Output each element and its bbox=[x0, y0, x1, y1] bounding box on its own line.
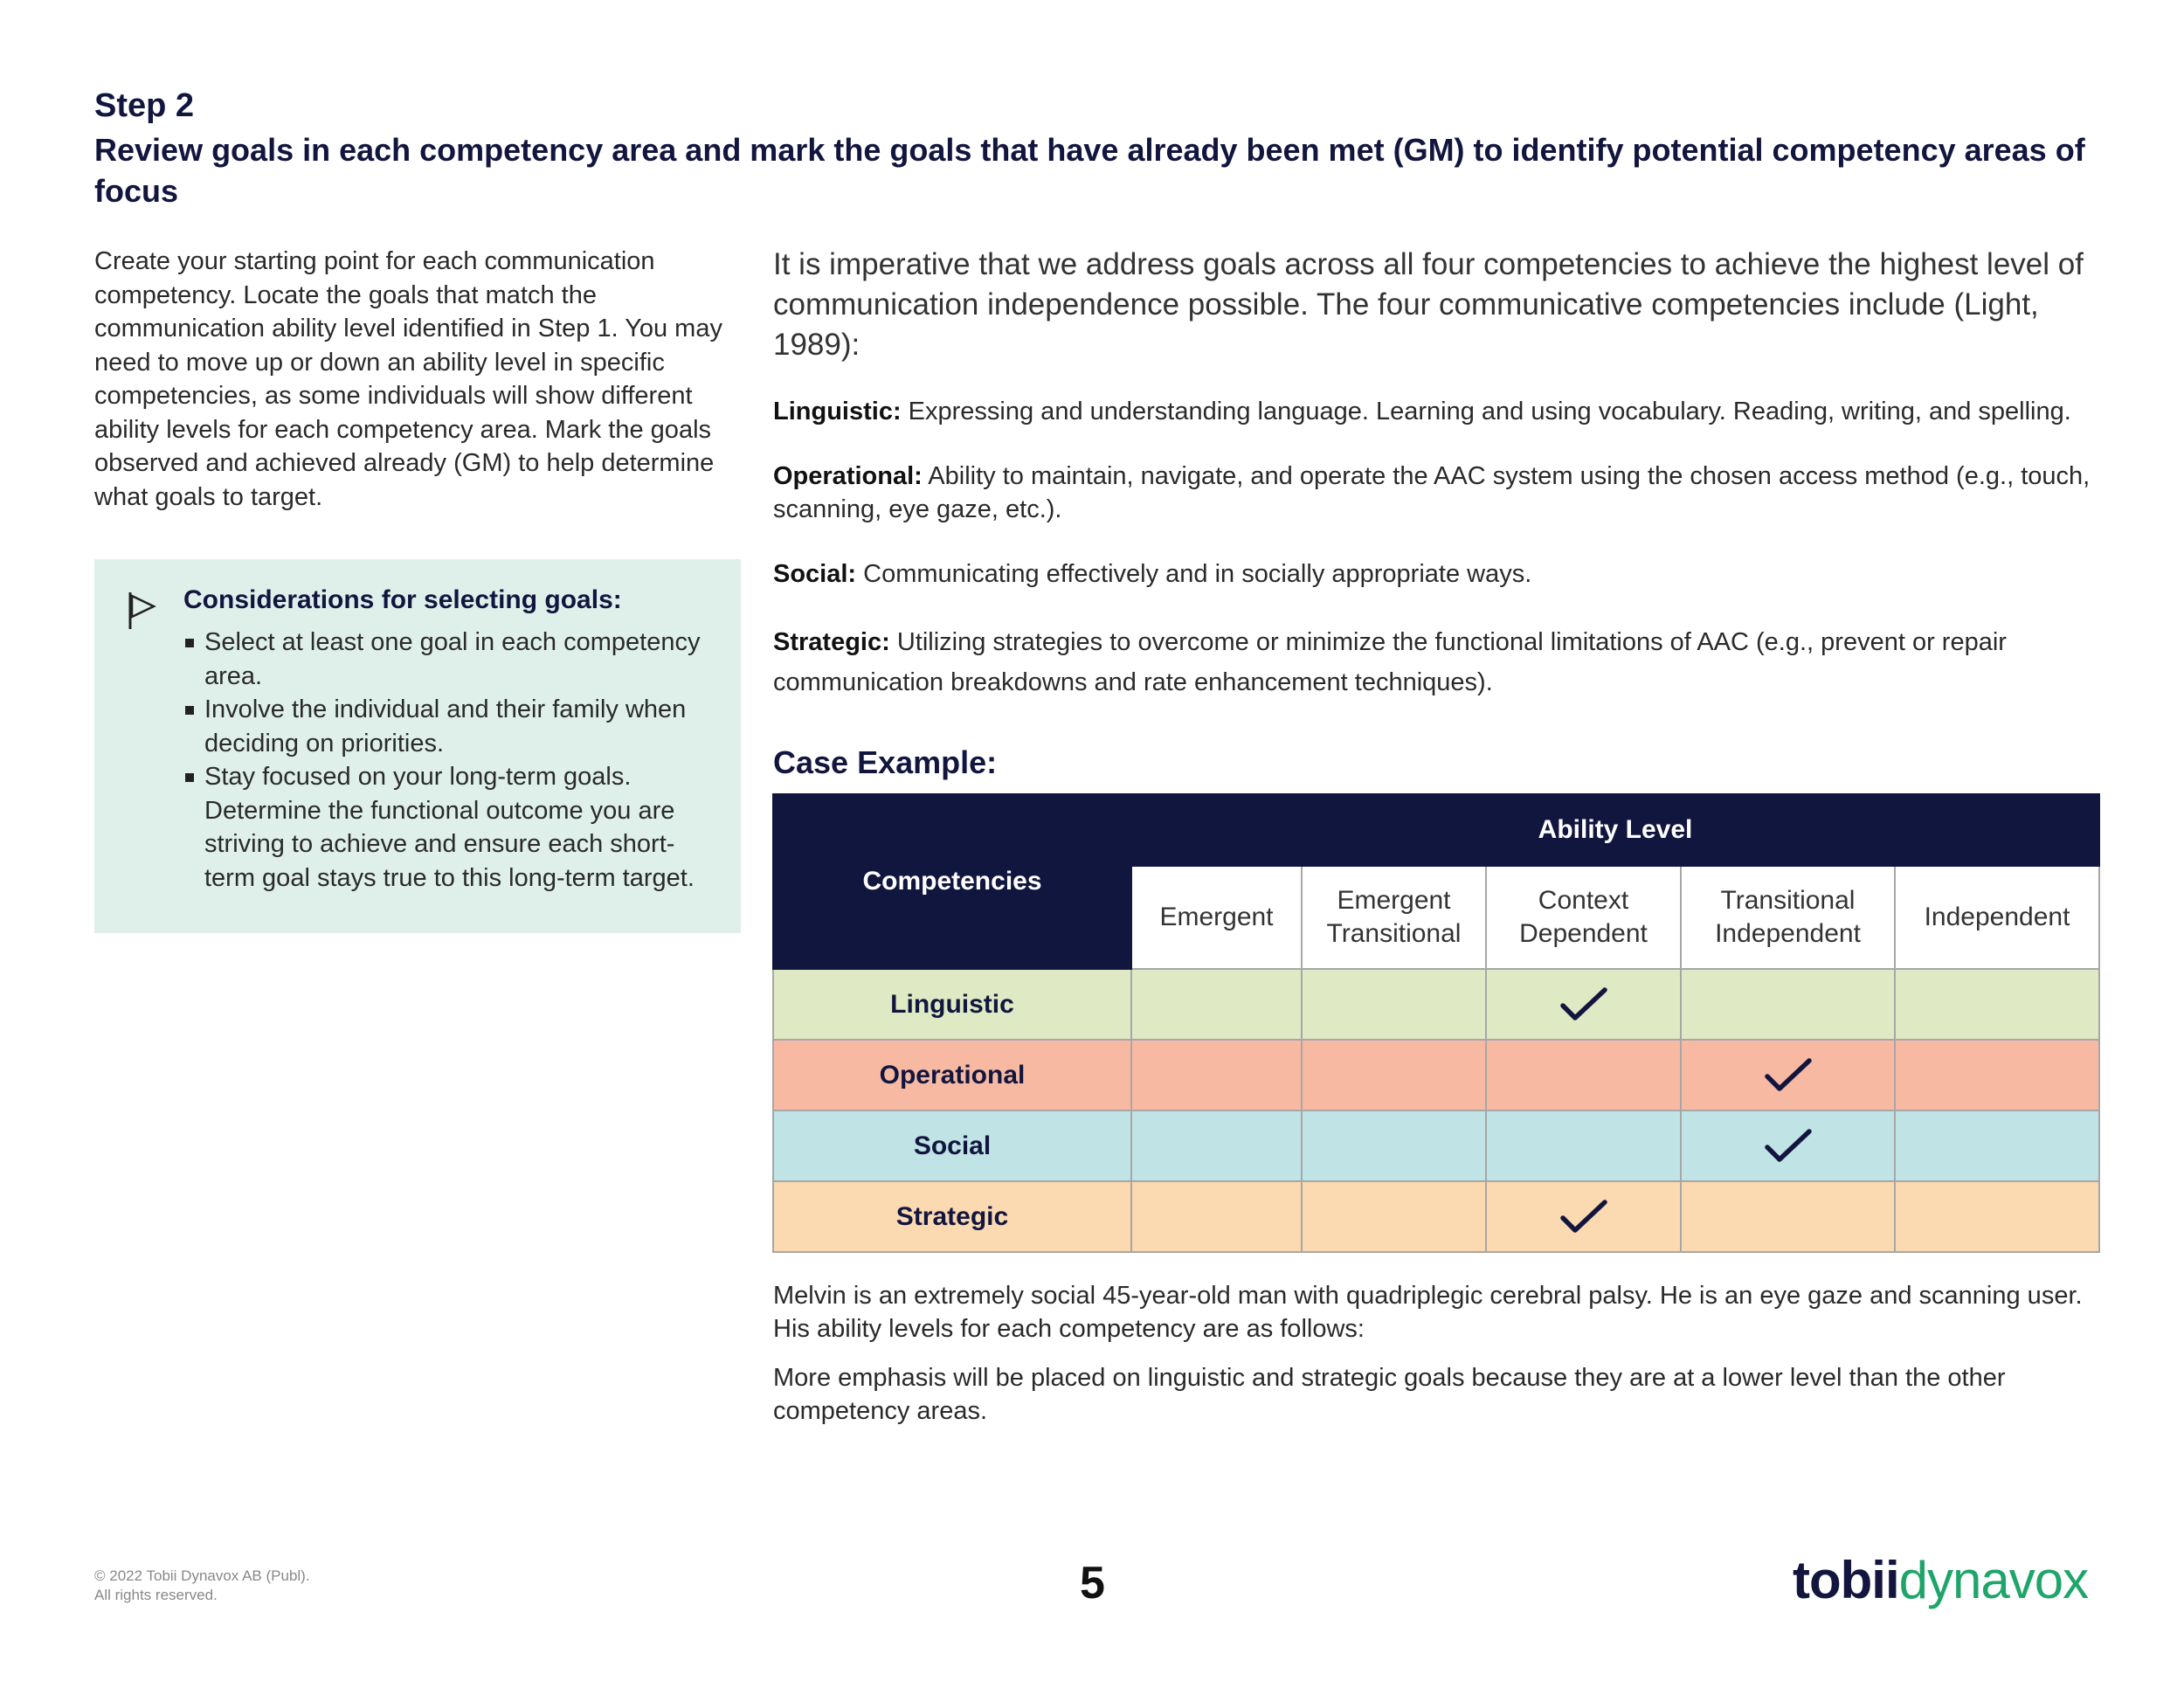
competency-term: Social: bbox=[773, 560, 857, 588]
step-label: Step 2 bbox=[94, 87, 195, 124]
ability-cell bbox=[1131, 1181, 1302, 1252]
checkmark-icon bbox=[1559, 986, 1608, 1023]
ability-cell bbox=[1895, 1110, 2099, 1181]
competency-term: Linguistic: bbox=[773, 398, 902, 425]
ability-level-header: Ability Level bbox=[1131, 794, 2099, 866]
level-header-emergent-transitional: Emergent Transitional bbox=[1302, 866, 1486, 969]
logo-dynavox: dynavox bbox=[1898, 1551, 2089, 1609]
ability-cell bbox=[1486, 969, 1681, 1040]
ability-cell bbox=[1486, 1040, 1681, 1110]
competency-row-linguistic bbox=[773, 969, 2099, 1040]
callout-item: Select at least one goal in each competency area. bbox=[183, 626, 725, 693]
competency-term: Operational: bbox=[773, 462, 923, 490]
logo-tobii: tobii bbox=[1793, 1551, 1899, 1609]
page-number: 5 bbox=[1080, 1558, 1105, 1608]
ability-cell bbox=[1895, 1040, 2099, 1110]
case-example-title: Case Example: bbox=[773, 744, 998, 780]
competencies-header: Competencies bbox=[773, 794, 1131, 969]
considerations-callout bbox=[94, 559, 741, 933]
copyright: © 2022 Tobii Dynavox AB (Publ). All rights reserved. bbox=[94, 1567, 310, 1603]
callout-item: Stay focused on your long-term goals. Determine the functional outcome you are striving to achieve and ensure each short-term goal stays true to this long-term target. bbox=[183, 760, 725, 895]
case-description: Melvin is an extremely social 45-year-old man with quadriplegic cerebral palsy. He is an eye gaze and scanning user. His ability levels for each competency are as follows: bbox=[773, 1282, 2083, 1343]
page-subtitle: Review goals in each competency area and mark the goals that have already been met (GM) to identify potential competency areas of focus bbox=[94, 132, 2085, 209]
ability-cell bbox=[1681, 1181, 1895, 1252]
ability-cell bbox=[1681, 969, 1895, 1040]
tobii-dynavox-logo bbox=[1793, 1550, 2088, 1610]
competency-linguistic bbox=[773, 395, 2101, 428]
competency-term: Strategic: bbox=[773, 628, 890, 656]
callout-item: Involve the individual and their family when deciding on priorities. bbox=[183, 693, 725, 760]
ability-cell bbox=[1486, 1181, 1681, 1252]
level-header-independent: Independent bbox=[1895, 866, 2099, 969]
left-intro-paragraph: Create your starting point for each communication competency. Locate the goals that match the communication ability level identified in Step 1. You may need to move up or down an ability level in specific competencies, as some individuals will show different ability levels for each competency area. Mark the goals observed and achieved already (GM) to help determine what goals to target. bbox=[94, 247, 722, 511]
competency-social bbox=[773, 557, 2101, 591]
checkmark-icon bbox=[1764, 1057, 1813, 1094]
ability-cell bbox=[1681, 1040, 1895, 1110]
ability-cell bbox=[1131, 1110, 1302, 1181]
competency-desc: Utilizing strategies to overcome or minimize the functional limitations of AAC (e.g., prevent or repair communication breakdowns and rate enhancement techniques). bbox=[773, 628, 2007, 696]
competency-desc: Communicating effectively and in socially appropriate ways. bbox=[863, 560, 1532, 588]
ability-cell bbox=[1302, 969, 1486, 1040]
flag-icon bbox=[128, 591, 157, 631]
competency-strategic bbox=[773, 622, 2101, 702]
row-label: Social bbox=[773, 1110, 1131, 1181]
competency-operational bbox=[773, 460, 2101, 526]
checkmark-icon bbox=[1559, 1199, 1608, 1235]
callout-title: Considerations for selecting goals: bbox=[183, 585, 622, 614]
right-intro-paragraph: It is imperative that we address goals across all four competencies to achieve the highest level of communication independence possible. The four communicative competencies include (Light, 1989): bbox=[773, 247, 2084, 362]
case-example-table bbox=[772, 793, 2100, 1253]
level-header-emergent: Emergent bbox=[1131, 866, 1302, 969]
level-header-transitional-independent: Transitional Independent bbox=[1681, 866, 1895, 969]
case-conclusion: More emphasis will be placed on linguistic and strategic goals because they are at a lower level than the other competency areas. bbox=[773, 1364, 2006, 1425]
checkmark-icon bbox=[1764, 1128, 1813, 1165]
level-header-context-dependent: Context Dependent bbox=[1486, 866, 1681, 969]
ability-cell bbox=[1895, 969, 2099, 1040]
competency-row-operational bbox=[773, 1040, 2099, 1110]
competency-row-social bbox=[773, 1110, 2099, 1181]
row-label: Operational bbox=[773, 1040, 1131, 1110]
ability-cell bbox=[1681, 1110, 1895, 1181]
ability-cell bbox=[1302, 1110, 1486, 1181]
competency-row-strategic bbox=[773, 1181, 2099, 1252]
ability-cell bbox=[1486, 1110, 1681, 1181]
competency-desc: Ability to maintain, navigate, and operate the AAC system using the chosen access method (e.g., touch, scanning, eye gaze, etc.). bbox=[773, 462, 2091, 523]
ability-cell bbox=[1302, 1181, 1486, 1252]
competency-desc: Expressing and understanding language. Learning and using vocabulary. Reading, writing, and spelling. bbox=[908, 398, 2071, 425]
ability-cell bbox=[1131, 1040, 1302, 1110]
row-label: Linguistic bbox=[773, 969, 1131, 1040]
ability-cell bbox=[1302, 1040, 1486, 1110]
ability-cell bbox=[1895, 1181, 2099, 1252]
callout-list bbox=[183, 626, 725, 895]
ability-cell bbox=[1131, 969, 1302, 1040]
row-label: Strategic bbox=[773, 1181, 1131, 1252]
